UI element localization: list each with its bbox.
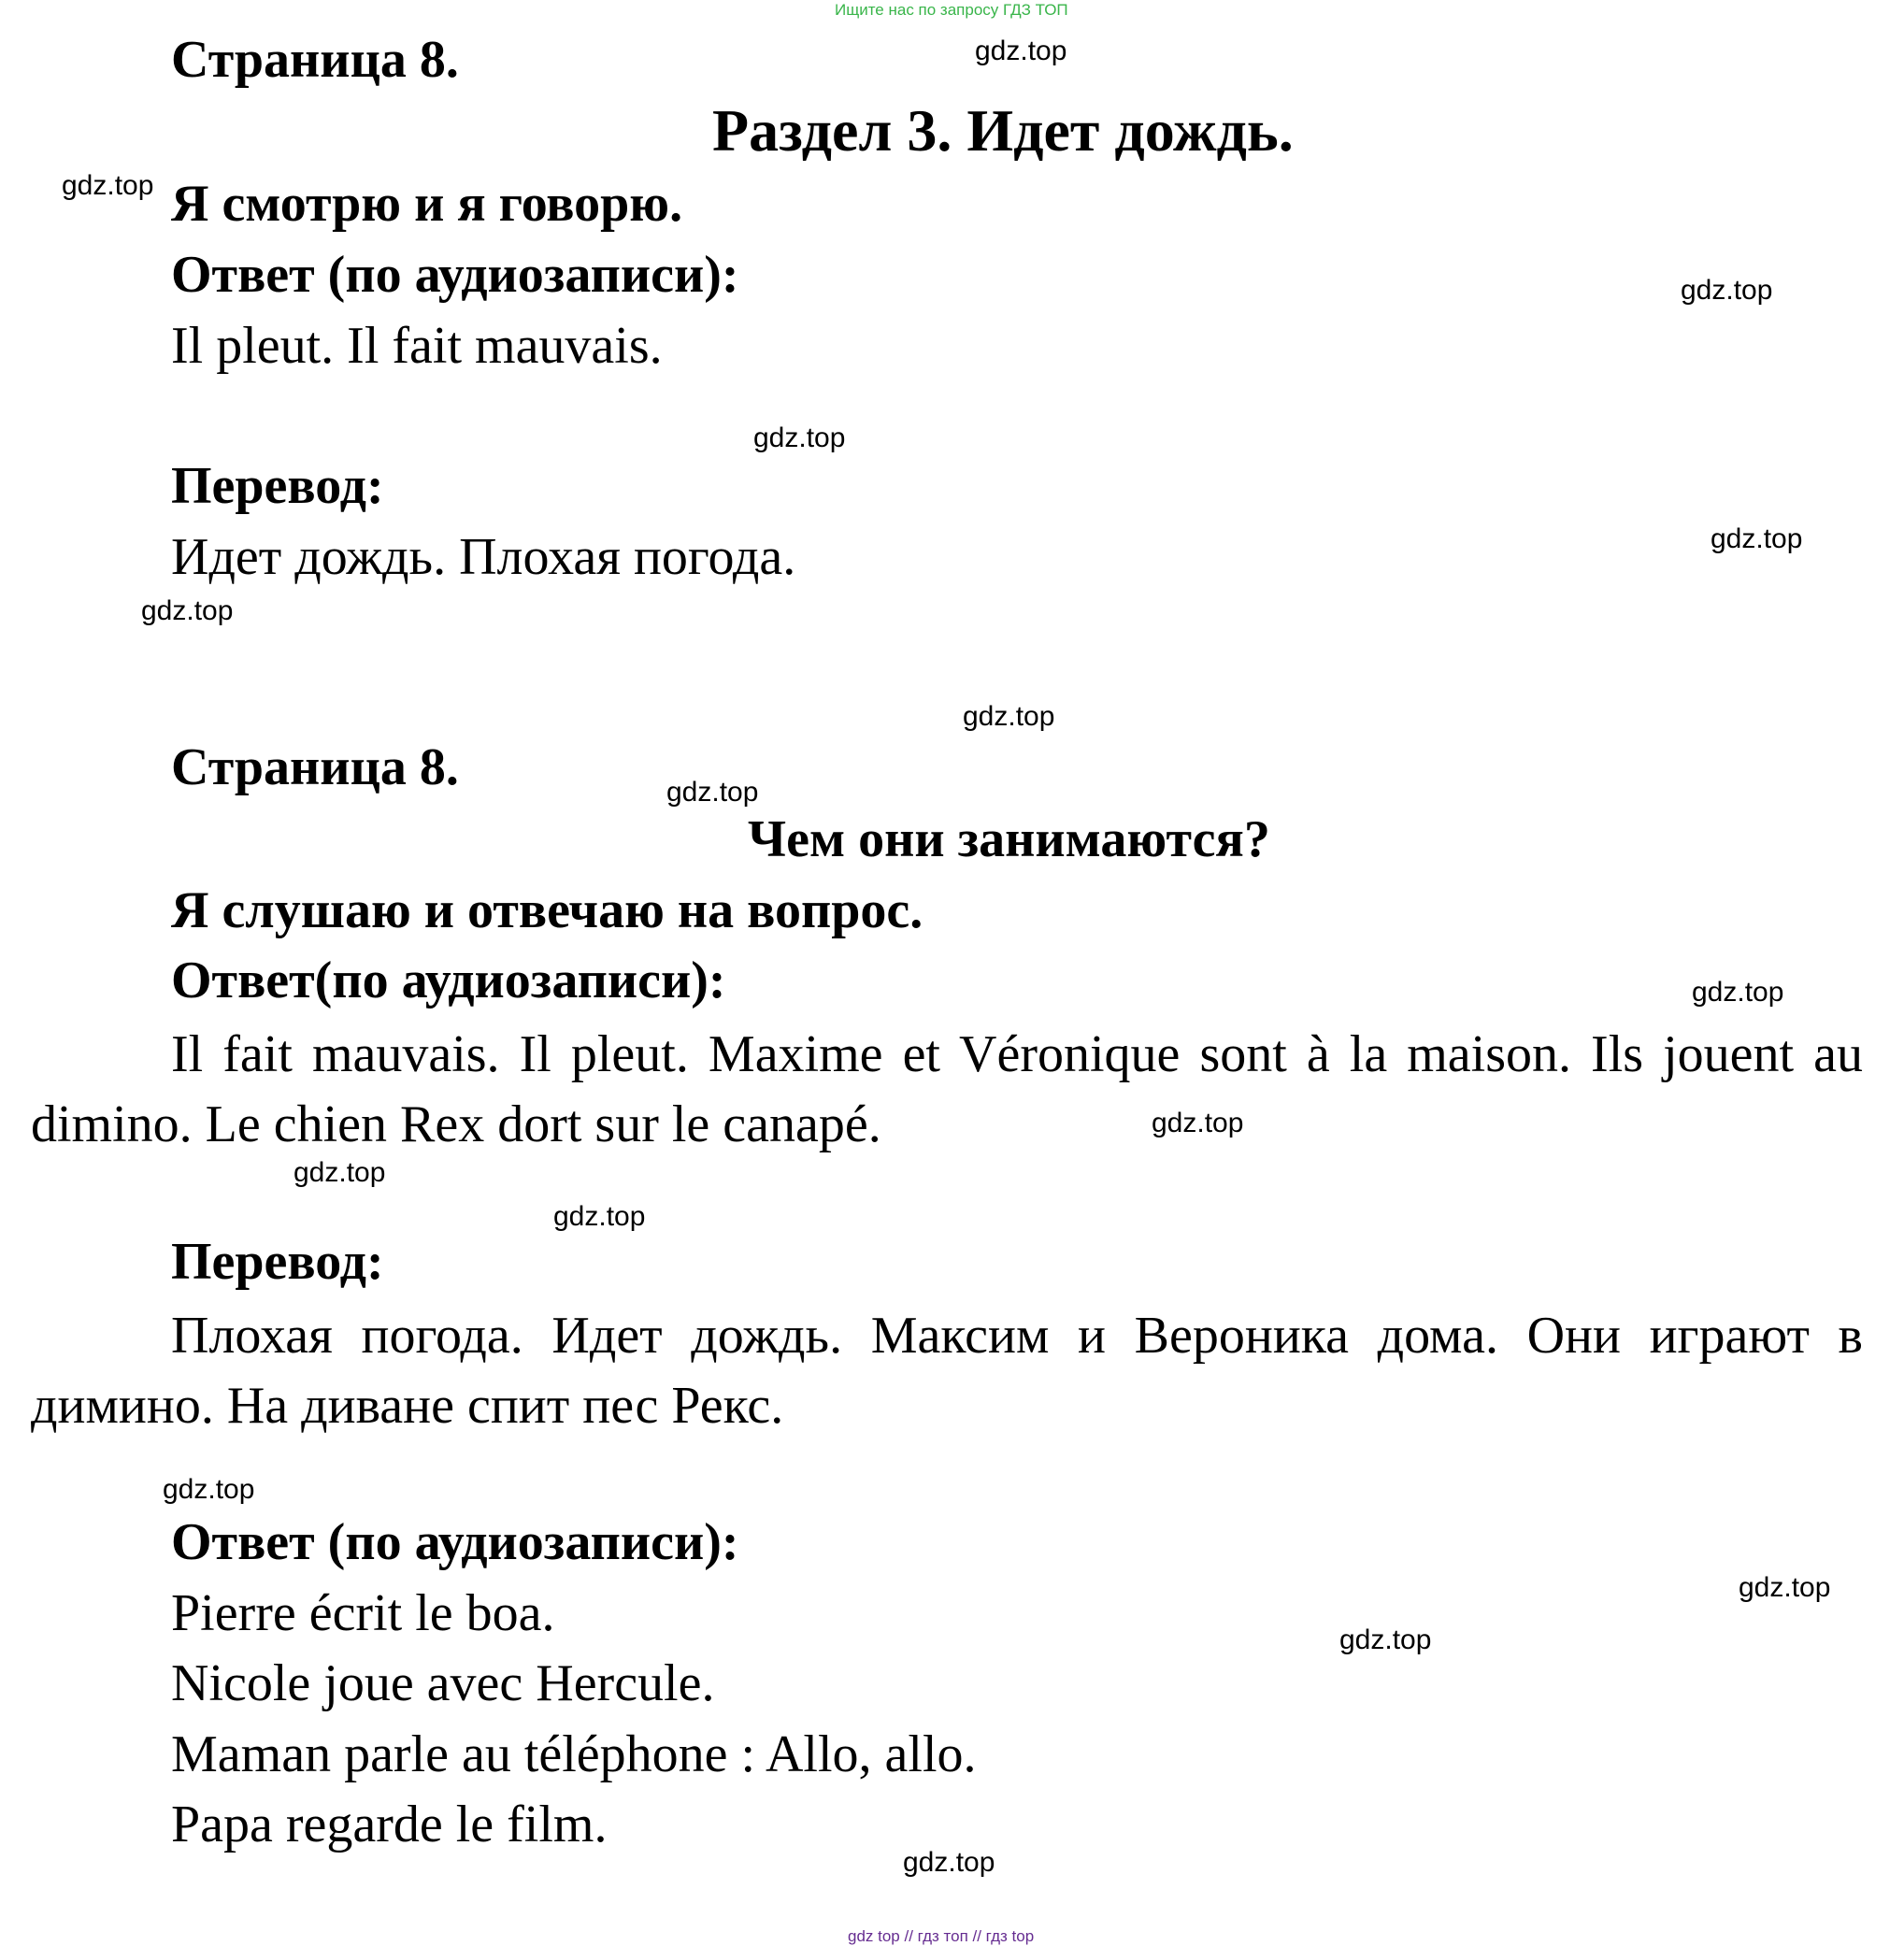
watermark: gdz.top [963,701,1055,732]
page-label: Страница 8. [171,31,459,89]
translation-paragraph-2: Плохая погода. Идет дождь. Максим и Вероника дома. Они играют в димино. На диване спит пес Рекс. [31,1307,1863,1435]
task-heading-2: Я слушаю и отвечаю на вопрос. [171,881,923,939]
top-promo-note: Ищите нас по запросу ГДЗ ТОП [835,1,1068,19]
answer-text: Il pleut. Il fait mauvais. [171,317,663,375]
watermark: gdz.top [1339,1624,1432,1655]
watermark: gdz.top [1152,1108,1244,1138]
watermark: gdz.top [753,422,846,453]
task-heading: Я смотрю и я говорю. [171,175,683,233]
page-label-2: Страница 8. [171,738,459,796]
watermark: gdz.top [163,1474,255,1505]
watermark: gdz.top [975,36,1067,66]
watermark: gdz.top [62,170,154,201]
watermark: gdz.top [903,1847,995,1878]
bottom-promo-note: gdz top // гдз топ // гдз top [848,1927,1035,1945]
answer-line: Papa regarde le film. [171,1796,608,1853]
watermark: gdz.top [1692,977,1784,1008]
section-title-2: Чем они занимаются? [748,810,1270,868]
watermark: gdz.top [666,777,759,808]
section-title: Раздел 3. Идет дождь. [712,97,1294,164]
watermark: gdz.top [141,595,234,626]
watermark: gdz.top [293,1157,386,1188]
answer-label: Ответ (по аудиозаписи): [171,246,739,304]
translation-text: Идет дождь. Плохая погода. [171,528,796,586]
answer-line: Maman parle au téléphone : Allo, allo. [171,1725,977,1783]
answer-label-2: Ответ(по аудиозаписи): [171,952,726,1009]
watermark: gdz.top [1739,1572,1831,1603]
answer-label-3: Ответ (по аудиозаписи): [171,1513,739,1571]
answer-line: Nicole joue avec Hercule. [171,1654,715,1712]
translation-label: Перевод: [171,457,384,515]
translation-label-2: Перевод: [171,1233,384,1291]
answer-line: Pierre écrit le boa. [171,1584,555,1642]
watermark: gdz.top [553,1201,646,1232]
answer-paragraph-2: Il fait mauvais. Il pleut. Maxime et Véronique sont à la maison. Ils jouent au dimino. Le chien Rex dort sur le canapé. [31,1025,1863,1153]
watermark: gdz.top [1711,523,1803,554]
watermark: gdz.top [1681,275,1773,306]
